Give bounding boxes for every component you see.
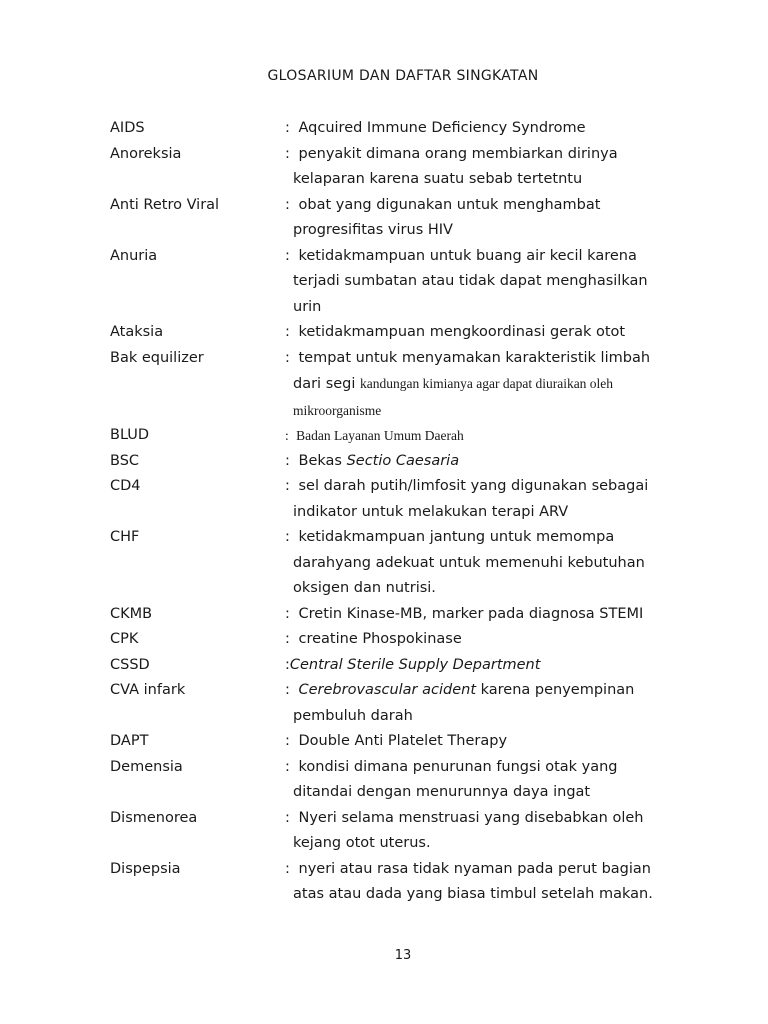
term: AIDS — [110, 120, 145, 136]
definition-line: urin — [293, 298, 322, 315]
term: CKMB — [110, 605, 153, 622]
definition-line: kejang otot uterus. — [293, 835, 431, 851]
colon: : — [285, 196, 295, 213]
definition-line: pembuluh darah — [293, 707, 413, 724]
definition-italic: Sectio Caesaria — [346, 452, 460, 469]
definition-line: penyakit dimana orang membiarkan dirinya — [298, 145, 618, 162]
glossary-entry-anoreksia — [110, 142, 710, 193]
glossary-list — [110, 116, 710, 908]
glossary-entry-aids — [110, 116, 710, 142]
definition-line-serif: Badan Layanan Umum Daerah — [296, 428, 464, 443]
definition-line: Aqcuired Immune Deficiency Syndrome — [298, 120, 586, 136]
colon: : — [285, 733, 295, 749]
definition — [285, 142, 710, 193]
definition-line: darahyang adekuat untuk memenuhi kebutuhan — [293, 554, 645, 571]
glossary-entry-ataksia — [110, 320, 710, 346]
definition-suffix: karena penyempinan — [476, 682, 635, 698]
glossary-entry-ckmb — [110, 602, 710, 628]
glossary-entry-chf — [110, 525, 710, 602]
definition-line: kelaparan karena suatu sebab tertetntu — [293, 171, 583, 187]
definition-prefix: Bekas — [298, 452, 347, 469]
colon: : — [285, 631, 295, 647]
glossary-entry-anuria — [110, 244, 710, 321]
definition-line: terjadi sumbatan atau tidak dapat menghasilkan — [293, 273, 648, 289]
term: CD4 — [110, 478, 141, 494]
term: Demensia — [110, 758, 183, 775]
colon: : — [285, 758, 295, 775]
definition — [285, 627, 710, 653]
colon: : — [285, 120, 295, 136]
definition-line: obat yang digunakan untuk menghambat — [298, 196, 601, 213]
glossary-entry-bak-equilizer — [110, 346, 710, 424]
definition — [285, 602, 710, 628]
glossary-entry-blud — [110, 423, 710, 449]
definition — [285, 525, 710, 602]
colon: : — [285, 860, 295, 877]
glossary-entry-cpk — [110, 627, 710, 653]
colon: : — [285, 605, 295, 622]
definition — [285, 857, 710, 908]
definition — [285, 729, 710, 755]
colon: : — [285, 809, 295, 826]
colon: : — [285, 247, 295, 264]
definition — [285, 346, 710, 424]
glossary-entry-cd4 — [110, 474, 710, 525]
definition-line-serif: mikroorganisme — [293, 402, 382, 418]
colon: : — [285, 145, 295, 162]
definition-line: oksigen dan nutrisi. — [293, 580, 436, 596]
glossary-entry-dispepsia — [110, 857, 710, 908]
definition-italic: Central Sterile Supply Department — [289, 656, 541, 673]
colon: : — [285, 349, 295, 366]
definition — [285, 116, 710, 142]
definition-line: indikator untuk melakukan terapi ARV — [293, 503, 569, 520]
definition-line: ditandai dengan menurunnya daya ingat — [293, 784, 591, 800]
definition-line: Cretin Kinase-MB, marker pada diagnosa STEMI — [298, 605, 644, 622]
definition-line: nyeri atau rasa tidak nyaman pada perut bagian — [298, 860, 651, 877]
term: CHF — [110, 529, 140, 545]
definition — [285, 806, 710, 857]
term: Bak equilizer — [110, 349, 204, 366]
glossary-entry-anti-retro-viral — [110, 193, 710, 244]
term: CVA infark — [110, 682, 186, 698]
definition — [285, 474, 710, 525]
definition — [285, 678, 710, 729]
colon: : — [285, 324, 295, 340]
definition — [285, 449, 710, 475]
term: Anoreksia — [110, 145, 182, 162]
definition-line: tempat untuk menyamakan karakteristik limbah — [298, 349, 651, 366]
term: Dispepsia — [110, 860, 181, 877]
definition-line: progresifitas virus HIV — [293, 222, 453, 238]
definition-line: atas atau dada yang biasa timbul setelah makan. — [293, 886, 653, 902]
definition-line: dari segi — [293, 376, 361, 392]
definition-line: ketidakmampuan untuk buang air kecil karena — [298, 247, 637, 264]
term: DAPT — [110, 733, 149, 749]
glossary-entry-cssd — [110, 653, 710, 679]
glossary-entry-dapt — [110, 729, 710, 755]
definition-line: sel darah putih/limfosit yang digunakan sebagai — [298, 478, 649, 494]
definition-line: Double Anti Platelet Therapy — [298, 733, 508, 749]
colon: : — [285, 478, 295, 494]
definition — [285, 320, 710, 346]
glossary-entry-dismenorea — [110, 806, 710, 857]
term: Ataksia — [110, 324, 164, 340]
glossary-entry-bsc — [110, 449, 710, 475]
term: BSC — [110, 452, 140, 469]
definition — [285, 193, 710, 244]
colon: : — [285, 656, 290, 673]
definition-italic: Cerebrovascular acident — [298, 682, 477, 698]
colon: : — [285, 428, 293, 443]
definition-line: Nyeri selama menstruasi yang disebabkan oleh — [298, 809, 644, 826]
definition-line-serif: kandungan kimianya agar dapat diuraikan oleh — [360, 376, 614, 391]
page-title: GLOSARIUM DAN DAFTAR SINGKATAN — [267, 68, 539, 84]
colon: : — [285, 529, 295, 545]
definition-line: ketidakmampuan mengkoordinasi gerak otot — [298, 324, 626, 340]
definition-line: kondisi dimana penurunan fungsi otak yang — [298, 758, 618, 775]
term: Anuria — [110, 247, 158, 264]
definition — [285, 755, 710, 806]
term: BLUD — [110, 427, 150, 443]
definition-line: ketidakmampuan jantung untuk memompa — [298, 529, 615, 545]
term: Dismenorea — [110, 809, 198, 826]
definition — [285, 244, 710, 321]
definition-line: creatine Phospokinase — [298, 631, 462, 647]
page-number: 13 — [394, 948, 412, 963]
term: Anti Retro Viral — [110, 196, 220, 213]
glossary-entry-demensia — [110, 755, 710, 806]
colon: : — [285, 682, 295, 698]
definition — [285, 653, 710, 679]
glossary-entry-cva-infark — [110, 678, 710, 729]
term: CPK — [110, 631, 139, 647]
term: CSSD — [110, 656, 150, 673]
colon: : — [285, 452, 295, 469]
definition — [285, 423, 710, 449]
